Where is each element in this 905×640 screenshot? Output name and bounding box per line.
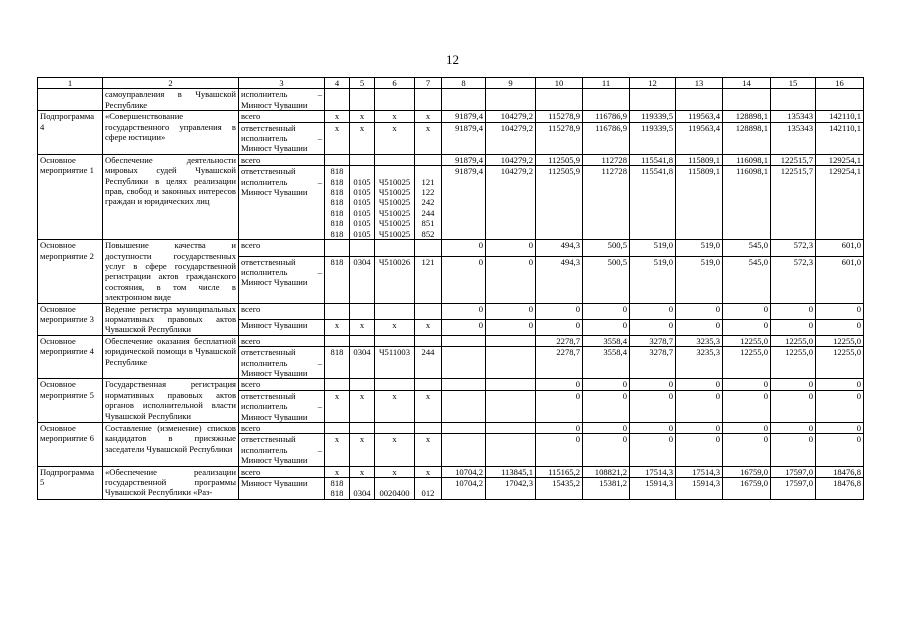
amount-cell <box>486 89 536 111</box>
program-description: Обеспечение оказания бесплатной юридической помощи в Чувашской Республике <box>103 335 239 379</box>
budget-code-c6: x <box>375 122 415 154</box>
amount-cell: 0 <box>676 379 723 390</box>
budget-code-c6 <box>375 154 415 165</box>
executor-cell: ответственный исполнитель – Минюст Чувашии <box>239 122 325 154</box>
amount-cell: 2278,7 <box>536 335 583 346</box>
budget-code-c6 <box>375 89 415 111</box>
budget-code-c4: x <box>325 390 350 422</box>
budget-code-c5: x <box>350 319 375 335</box>
amount-cell: 0 <box>630 423 676 434</box>
amount-cell: 115541,8 <box>630 166 676 240</box>
budget-code-c4: x <box>325 466 350 477</box>
table-row <box>38 303 864 319</box>
amount-cell <box>486 335 536 346</box>
amount-cell: 112728 <box>583 154 630 165</box>
amount-cell <box>442 423 486 434</box>
program-description: самоуправления в Чувашской Республике <box>103 89 239 111</box>
budget-code-c5 <box>350 335 375 346</box>
budget-code-c5: x <box>350 122 375 154</box>
amount-cell: 0 <box>771 319 816 335</box>
amount-cell: 0 <box>583 319 630 335</box>
column-header: 12 <box>630 78 676 89</box>
budget-code-c4: 818 <box>325 347 350 379</box>
amount-cell: 0 <box>536 379 583 390</box>
amount-cell: 0 <box>816 423 864 434</box>
amount-cell: 128898,1 <box>723 111 771 122</box>
amount-cell <box>486 390 536 422</box>
amount-cell <box>723 89 771 111</box>
program-description: Составление (изменение) списков кандидатов в присяжные заседатели Чувашской Республики <box>103 423 239 467</box>
table-row <box>38 111 864 122</box>
amount-cell: 0 <box>723 303 771 319</box>
amount-cell: 119339,5 <box>630 111 676 122</box>
amount-cell: 115278,9 <box>536 122 583 154</box>
amount-cell: 104279,2 <box>486 122 536 154</box>
budget-code-c4: x <box>325 122 350 154</box>
executor-cell: ответственный исполнитель – Минюст Чувашии <box>239 347 325 379</box>
executor-cell: всего <box>239 423 325 434</box>
amount-cell: 0 <box>630 303 676 319</box>
amount-cell: 113845,1 <box>486 466 536 477</box>
program-description: Повышение качества и доступности государственных услуг в сфере государственной регистрации актов гражданского состояния, в том числе в электронном виде <box>103 240 239 303</box>
budget-code-c7: x <box>415 466 442 477</box>
amount-cell: 494,3 <box>536 256 583 303</box>
amount-cell: 572,3 <box>771 256 816 303</box>
amount-cell: 0 <box>676 319 723 335</box>
amount-cell: 12255,0 <box>771 335 816 346</box>
amount-cell: 0 <box>723 319 771 335</box>
amount-cell <box>442 335 486 346</box>
budget-code-c7: x <box>415 319 442 335</box>
amount-cell: 17514,3 <box>630 466 676 477</box>
amount-cell: 0 <box>771 379 816 390</box>
amount-cell <box>771 89 816 111</box>
amount-cell: 108821,2 <box>583 466 630 477</box>
amount-cell: 15914,3 <box>676 478 723 500</box>
amount-cell: 0 <box>583 390 630 422</box>
budget-code-c5 <box>350 423 375 434</box>
program-label: Основное мероприятие 3 <box>38 303 103 335</box>
amount-cell: 0 <box>816 303 864 319</box>
executor-cell: всего <box>239 240 325 257</box>
program-label: Подпрограмма 4 <box>38 111 103 155</box>
budget-code-c6: x <box>375 434 415 466</box>
amount-cell: 142110,1 <box>816 122 864 154</box>
amount-cell: 0 <box>486 240 536 257</box>
amount-cell: 0 <box>442 303 486 319</box>
column-header: 14 <box>723 78 771 89</box>
amount-cell: 0 <box>723 423 771 434</box>
amount-cell <box>486 347 536 379</box>
budget-code-c7 <box>415 154 442 165</box>
column-header: 3 <box>239 78 325 89</box>
column-header: 8 <box>442 78 486 89</box>
budget-code-c5 <box>350 240 375 257</box>
budget-code-c7: 121 <box>415 256 442 303</box>
budget-code-c6: x <box>375 390 415 422</box>
amount-cell <box>486 423 536 434</box>
amount-cell: 91879,4 <box>442 111 486 122</box>
amount-cell: 12255,0 <box>723 335 771 346</box>
executor-cell: всего <box>239 379 325 390</box>
budget-code-c4 <box>325 89 350 111</box>
budget-code-c6: x <box>375 111 415 122</box>
amount-cell: 112728 <box>583 166 630 240</box>
executor-cell: всего <box>239 466 325 477</box>
amount-cell: 17042,3 <box>486 478 536 500</box>
amount-cell: 116098,1 <box>723 166 771 240</box>
amount-cell: 15435,2 <box>536 478 583 500</box>
amount-cell: 12255,0 <box>723 347 771 379</box>
amount-cell: 3278,7 <box>630 347 676 379</box>
amount-cell: 0 <box>442 240 486 257</box>
table-body <box>38 89 864 499</box>
amount-cell: 122515,7 <box>771 154 816 165</box>
amount-cell: 0 <box>630 379 676 390</box>
amount-cell: 119563,4 <box>676 111 723 122</box>
column-header: 7 <box>415 78 442 89</box>
budget-code-c4: 818 818 818 818 818 818 818 <box>325 166 350 240</box>
table-row <box>38 379 864 390</box>
amount-cell: 116786,9 <box>583 122 630 154</box>
amount-cell: 115541,8 <box>630 154 676 165</box>
amount-cell: 115809,1 <box>676 166 723 240</box>
amount-cell <box>486 434 536 466</box>
column-header: 16 <box>816 78 864 89</box>
amount-cell <box>442 390 486 422</box>
budget-code-c5: x <box>350 111 375 122</box>
column-header: 6 <box>375 78 415 89</box>
budget-code-c5 <box>350 379 375 390</box>
amount-cell: 0 <box>442 256 486 303</box>
amount-cell: 0 <box>816 390 864 422</box>
amount-cell: 115809,1 <box>676 154 723 165</box>
budget-code-c6: Ч511003 <box>375 347 415 379</box>
amount-cell: 0 <box>536 434 583 466</box>
program-label: Основное мероприятие 1 <box>38 154 103 239</box>
amount-cell: 91879,4 <box>442 166 486 240</box>
budget-code-c7: x <box>415 111 442 122</box>
budget-code-c6: 0020400 <box>375 478 415 500</box>
amount-cell: 500,5 <box>583 256 630 303</box>
column-header: 10 <box>536 78 583 89</box>
amount-cell: 0 <box>630 390 676 422</box>
amount-cell: 0 <box>723 390 771 422</box>
amount-cell: 0 <box>583 434 630 466</box>
executor-cell: всего <box>239 335 325 346</box>
table-row <box>38 335 864 346</box>
amount-cell: 519,0 <box>676 256 723 303</box>
amount-cell <box>442 434 486 466</box>
amount-cell: 601,0 <box>816 256 864 303</box>
budget-code-c4 <box>325 154 350 165</box>
budget-code-c5 <box>350 303 375 319</box>
amount-cell: 129254,1 <box>816 154 864 165</box>
amount-cell: 104279,2 <box>486 111 536 122</box>
budget-code-c6: Ч510025 Ч510025 Ч510025 Ч510025 Ч510025 Ч510025 <box>375 166 415 240</box>
budget-code-c6: Ч510026 <box>375 256 415 303</box>
budget-code-c4 <box>325 303 350 319</box>
program-label: Основное мероприятие 2 <box>38 240 103 303</box>
amount-cell: 0 <box>536 423 583 434</box>
amount-cell <box>442 347 486 379</box>
budget-code-c6 <box>375 379 415 390</box>
program-description: Обеспечение деятельности мировых судей Чувашской Республики в целях реализации прав, свобод и законных интересов граждан и юридических лиц <box>103 154 239 239</box>
amount-cell: 17597,0 <box>771 466 816 477</box>
amount-cell: 0 <box>771 390 816 422</box>
budget-code-c6: x <box>375 466 415 477</box>
budget-code-c4: x <box>325 111 350 122</box>
amount-cell: 16759,0 <box>723 478 771 500</box>
budget-code-c7 <box>415 240 442 257</box>
amount-cell: 12255,0 <box>771 347 816 379</box>
amount-cell: 116098,1 <box>723 154 771 165</box>
amount-cell: 12255,0 <box>816 347 864 379</box>
amount-cell <box>583 89 630 111</box>
executor-cell: всего <box>239 154 325 165</box>
amount-cell: 135343 <box>771 111 816 122</box>
amount-cell: 0 <box>536 319 583 335</box>
amount-cell: 0 <box>676 303 723 319</box>
budget-code-c7 <box>415 89 442 111</box>
amount-cell: 3278,7 <box>630 335 676 346</box>
column-header: 15 <box>771 78 816 89</box>
column-header: 13 <box>676 78 723 89</box>
amount-cell: 500,5 <box>583 240 630 257</box>
budget-code-c6 <box>375 335 415 346</box>
budget-code-c4 <box>325 240 350 257</box>
amount-cell: 3235,3 <box>676 335 723 346</box>
budget-code-c4: 818 818 <box>325 478 350 500</box>
amount-cell: 115165,2 <box>536 466 583 477</box>
budget-code-c4: x <box>325 319 350 335</box>
header-row <box>38 78 864 89</box>
amount-cell: 0 <box>723 434 771 466</box>
program-label <box>38 89 103 111</box>
amount-cell: 601,0 <box>816 240 864 257</box>
amount-cell: 0 <box>816 434 864 466</box>
budget-code-c7: 012 <box>415 478 442 500</box>
budget-code-c5: 0105 0105 0105 0105 0105 0105 <box>350 166 375 240</box>
table-row <box>38 240 864 257</box>
amount-cell: 0 <box>676 423 723 434</box>
page-number: 12 <box>446 52 459 67</box>
amount-cell: 0 <box>486 256 536 303</box>
budget-code-c5: x <box>350 390 375 422</box>
amount-cell: 519,0 <box>676 240 723 257</box>
budget-code-c7: x <box>415 434 442 466</box>
amount-cell: 494,3 <box>536 240 583 257</box>
amount-cell: 3558,4 <box>583 347 630 379</box>
budget-code-c6 <box>375 303 415 319</box>
amount-cell: 16759,0 <box>723 466 771 477</box>
amount-cell: 0 <box>486 303 536 319</box>
budget-code-c4: 818 <box>325 256 350 303</box>
amount-cell <box>676 89 723 111</box>
program-label: Основное мероприятие 5 <box>38 379 103 423</box>
amount-cell: 0 <box>486 319 536 335</box>
amount-cell: 0 <box>536 390 583 422</box>
amount-cell: 15914,3 <box>630 478 676 500</box>
amount-cell <box>486 379 536 390</box>
column-header: 9 <box>486 78 536 89</box>
amount-cell: 142110,1 <box>816 111 864 122</box>
amount-cell: 122515,7 <box>771 166 816 240</box>
executor-cell: ответственный исполнитель – Минюст Чувашии <box>239 256 325 303</box>
amount-cell: 91879,4 <box>442 122 486 154</box>
amount-cell: 0 <box>630 319 676 335</box>
column-header: 1 <box>38 78 103 89</box>
amount-cell: 116786,9 <box>583 111 630 122</box>
amount-cell: 0 <box>816 379 864 390</box>
amount-cell: 572,3 <box>771 240 816 257</box>
amount-cell: 0 <box>771 434 816 466</box>
column-header: 4 <box>325 78 350 89</box>
amount-cell: 0 <box>676 434 723 466</box>
budget-code-c7 <box>415 303 442 319</box>
budget-code-c6 <box>375 423 415 434</box>
amount-cell: 112505,9 <box>536 166 583 240</box>
budget-code-c4 <box>325 379 350 390</box>
program-description: «Совершенствование государственного управления в сфере юстиции» <box>103 111 239 155</box>
program-description: Государственная регистрация нормативных правовых актов органов исполнительной власти Чувашской Республики <box>103 379 239 423</box>
amount-cell: 112505,9 <box>536 154 583 165</box>
amount-cell: 18476,8 <box>816 478 864 500</box>
budget-code-c5 <box>350 89 375 111</box>
amount-cell: 18476,8 <box>816 466 864 477</box>
amount-cell: 3235,3 <box>676 347 723 379</box>
amount-cell: 104279,2 <box>486 166 536 240</box>
program-label: Основное мероприятие 6 <box>38 423 103 467</box>
executor-cell: Минюст Чувашии <box>239 478 325 500</box>
budget-code-c4 <box>325 423 350 434</box>
amount-cell: 119339,5 <box>630 122 676 154</box>
budget-code-c5: 0304 <box>350 347 375 379</box>
executor-cell: всего <box>239 303 325 319</box>
executor-cell: ответственный исполнитель – Минюст Чувашии <box>239 166 325 240</box>
amount-cell <box>816 89 864 111</box>
amount-cell: 545,0 <box>723 240 771 257</box>
budget-code-c4: x <box>325 434 350 466</box>
amount-cell: 0 <box>583 423 630 434</box>
amount-cell: 10704,2 <box>442 466 486 477</box>
amount-cell: 0 <box>583 303 630 319</box>
amount-cell: 12255,0 <box>816 335 864 346</box>
budget-code-c6: x <box>375 319 415 335</box>
amount-cell: 0 <box>630 434 676 466</box>
column-header: 5 <box>350 78 375 89</box>
program-description: Ведение регистра муниципальных нормативных правовых актов Чувашской Республики <box>103 303 239 335</box>
amount-cell <box>630 89 676 111</box>
budget-code-c5: x <box>350 434 375 466</box>
amount-cell: 91879,4 <box>442 154 486 165</box>
budget-code-c7: x <box>415 390 442 422</box>
amount-cell <box>442 379 486 390</box>
executor-cell: исполнитель – Минюст Чувашии <box>239 89 325 111</box>
executor-cell: Минюст Чувашии <box>239 319 325 335</box>
budget-code-c5 <box>350 154 375 165</box>
budget-code-c5: x <box>350 466 375 477</box>
amount-cell: 17514,3 <box>676 466 723 477</box>
program-label: Основное мероприятие 4 <box>38 335 103 379</box>
amount-cell: 0 <box>583 379 630 390</box>
amount-cell: 0 <box>816 319 864 335</box>
amount-cell: 135343 <box>771 122 816 154</box>
table-row <box>38 89 864 111</box>
amount-cell <box>442 89 486 111</box>
amount-cell: 17597,0 <box>771 478 816 500</box>
amount-cell: 519,0 <box>630 240 676 257</box>
budget-code-c4 <box>325 335 350 346</box>
table-row <box>38 466 864 477</box>
amount-cell: 129254,1 <box>816 166 864 240</box>
budget-code-c7: 121 122 242 244 851 852 <box>415 166 442 240</box>
amount-cell: 545,0 <box>723 256 771 303</box>
budget-code-c6 <box>375 240 415 257</box>
amount-cell: 519,0 <box>630 256 676 303</box>
amount-cell: 10704,2 <box>442 478 486 500</box>
amount-cell: 0 <box>536 303 583 319</box>
budget-code-c7: 244 <box>415 347 442 379</box>
amount-cell: 3558,4 <box>583 335 630 346</box>
amount-cell: 0 <box>723 379 771 390</box>
amount-cell: 115278,9 <box>536 111 583 122</box>
program-label: Подпрограмма 5 <box>38 466 103 499</box>
amount-cell: 119563,4 <box>676 122 723 154</box>
table-row <box>38 154 864 165</box>
amount-cell: 2278,7 <box>536 347 583 379</box>
budget-code-c7 <box>415 423 442 434</box>
column-header: 11 <box>583 78 630 89</box>
executor-cell: ответственный исполнитель – Минюст Чувашии <box>239 434 325 466</box>
budget-code-c7 <box>415 335 442 346</box>
executor-cell: ответственный исполнитель – Минюст Чувашии <box>239 390 325 422</box>
amount-cell: 0 <box>442 319 486 335</box>
amount-cell: 15381,2 <box>583 478 630 500</box>
amount-cell: 128898,1 <box>723 122 771 154</box>
amount-cell: 104279,2 <box>486 154 536 165</box>
budget-table <box>37 77 864 500</box>
budget-code-c7 <box>415 379 442 390</box>
table-row <box>38 423 864 434</box>
amount-cell: 0 <box>676 390 723 422</box>
executor-cell: всего <box>239 111 325 122</box>
budget-code-c5: 0304 <box>350 256 375 303</box>
amount-cell: 0 <box>771 423 816 434</box>
column-header: 2 <box>103 78 239 89</box>
amount-cell: 0 <box>771 303 816 319</box>
budget-code-c7: x <box>415 122 442 154</box>
program-description: «Обеспечение реализации государственной программы Чувашской Республики «Раз- <box>103 466 239 499</box>
amount-cell <box>536 89 583 111</box>
budget-code-c5: 0304 <box>350 478 375 500</box>
